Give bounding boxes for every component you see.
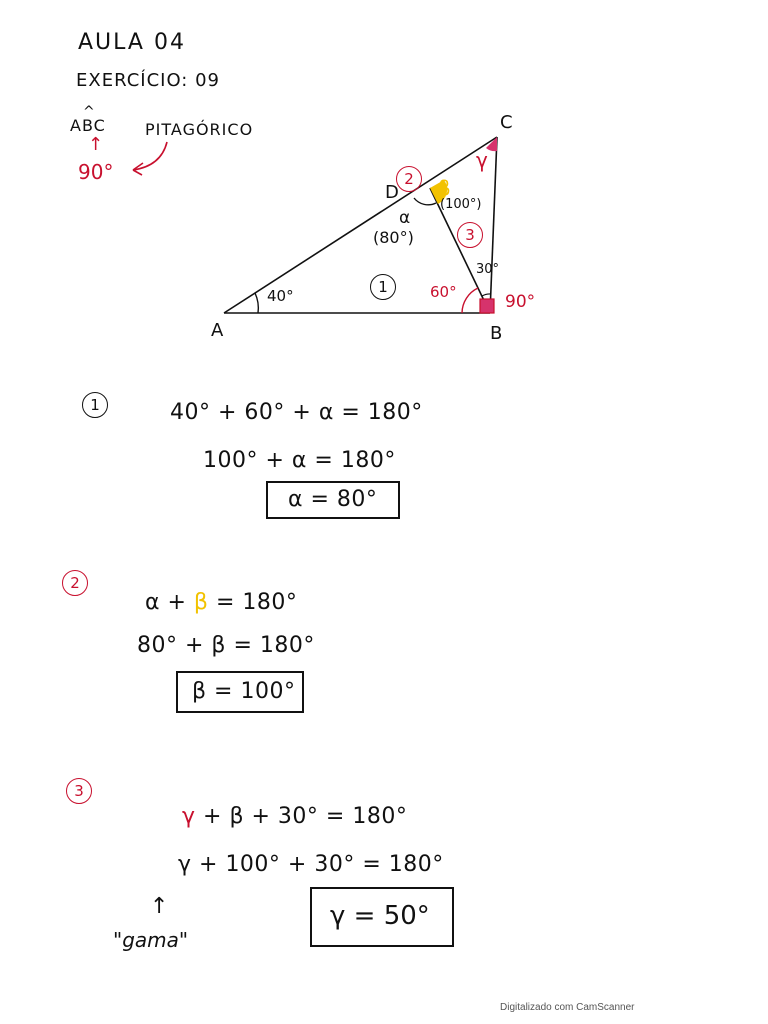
beta-value: (100°) bbox=[440, 197, 482, 212]
step3-result: γ = 50° bbox=[330, 901, 430, 931]
step1-equation-1: 40° + 60° + α = 180° bbox=[170, 400, 423, 425]
note-pythagorean: PITAGÓRICO bbox=[145, 120, 254, 139]
vertex-a: A bbox=[211, 320, 224, 341]
step3-equation-2: γ + 100° + 30° = 180° bbox=[178, 852, 444, 877]
step1-marker: 1 bbox=[82, 392, 108, 418]
region-2-marker: 2 bbox=[396, 166, 422, 192]
gama-note: "gama" bbox=[113, 928, 189, 952]
beta-symbol: β bbox=[438, 176, 451, 200]
note-arrow-up: ↑ bbox=[88, 134, 104, 155]
lesson-title: AULA 04 bbox=[78, 30, 186, 55]
alpha-symbol: α bbox=[399, 208, 411, 228]
angle-b-right-label: 90° bbox=[505, 292, 536, 312]
exercise-title: EXERCÍCIO: 09 bbox=[76, 70, 220, 91]
step2-result-box bbox=[176, 671, 304, 713]
step1-result: α = 80° bbox=[288, 487, 378, 512]
step2-equation-1: α + β = 180° bbox=[145, 590, 298, 615]
step1-result-box bbox=[266, 481, 400, 519]
alpha-value: (80°) bbox=[373, 228, 414, 247]
step3-equation-1: γ + β + 30° = 180° bbox=[182, 804, 408, 829]
angle-b-top-label: 30° bbox=[476, 262, 500, 277]
triangle-figure bbox=[0, 100, 768, 350]
note-angle-value: 90° bbox=[78, 160, 114, 184]
angle-b-inner-label: 60° bbox=[430, 283, 457, 301]
angle-a-label: 40° bbox=[267, 287, 294, 305]
step3-result-box bbox=[310, 887, 454, 947]
vertex-b: B bbox=[490, 323, 503, 344]
vertex-d: D bbox=[385, 182, 399, 203]
vertex-c: C bbox=[500, 112, 513, 133]
step2-equation-2: 80° + β = 180° bbox=[137, 633, 315, 658]
step2-marker: 2 bbox=[62, 570, 88, 596]
note-angle-name: ABC ^ bbox=[70, 104, 106, 135]
gama-arrow: ↑ bbox=[150, 894, 169, 919]
region-1-marker: 1 bbox=[370, 274, 396, 300]
step2-result: β = 100° bbox=[192, 679, 296, 704]
camscanner-watermark: Digitalizado com CamScanner bbox=[500, 1002, 635, 1013]
region-3-marker: 3 bbox=[457, 222, 483, 248]
gamma-symbol: γ bbox=[476, 148, 488, 172]
step1-equation-2: 100° + α = 180° bbox=[203, 448, 396, 473]
step3-marker: 3 bbox=[66, 778, 92, 804]
